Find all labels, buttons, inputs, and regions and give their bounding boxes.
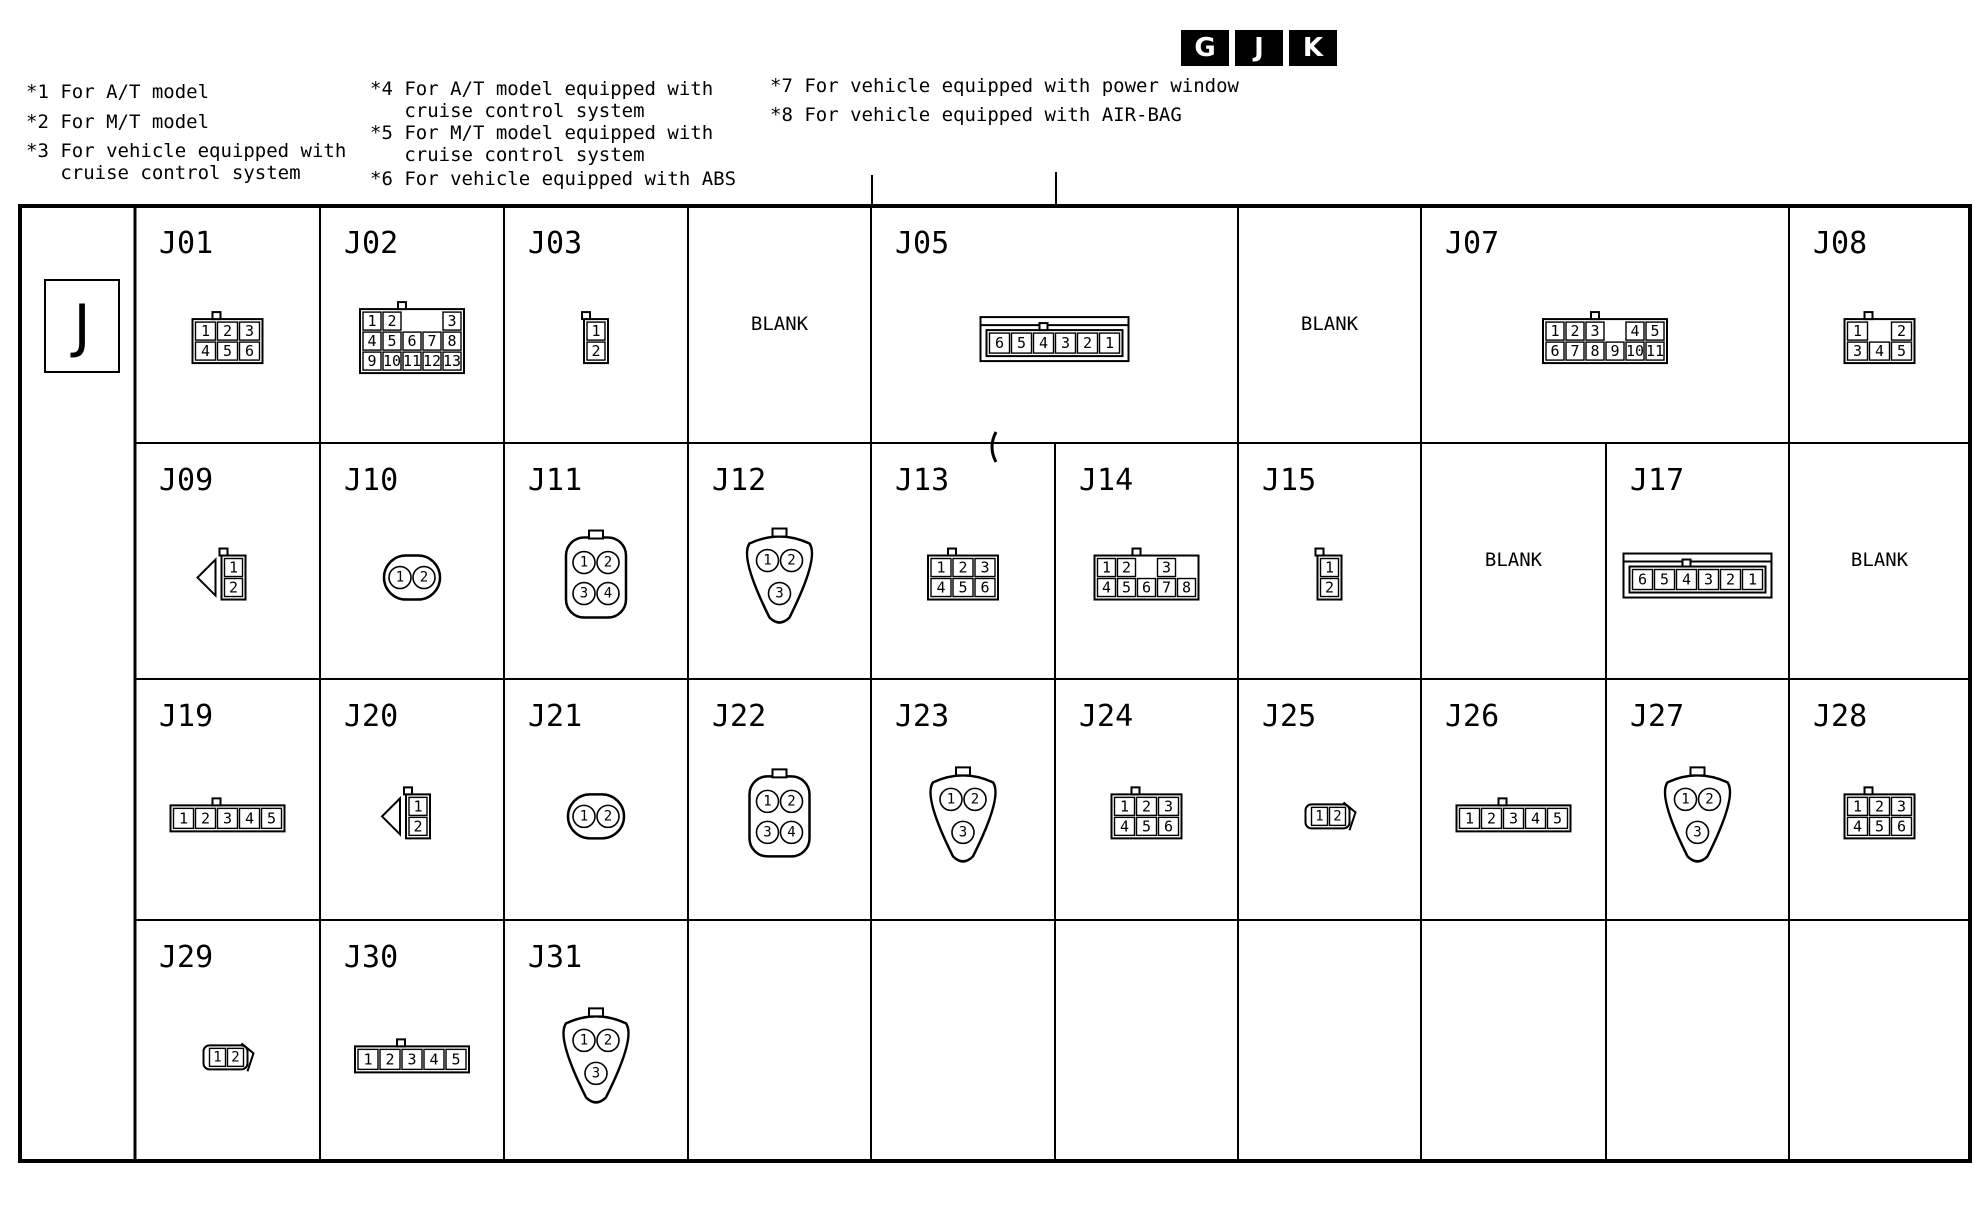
pin-number: 2 bbox=[231, 1049, 240, 1066]
pin-number: 3 bbox=[244, 322, 255, 341]
pin-number: 2 bbox=[787, 552, 796, 569]
pin-number: 2 bbox=[958, 558, 968, 577]
pin-number: 3 bbox=[1693, 824, 1702, 841]
connector-j21 bbox=[568, 794, 624, 838]
note-4: *4 For A/T model equipped with cruise control system bbox=[370, 78, 714, 122]
connector-latch bbox=[1591, 312, 1599, 319]
connector-id: J21 bbox=[528, 699, 583, 734]
pin-number: 1 bbox=[1324, 558, 1335, 577]
connector-j08 bbox=[1845, 312, 1915, 363]
note-8: *8 For vehicle equipped with AIR-BAG bbox=[770, 104, 1182, 126]
connector-id: J31 bbox=[528, 940, 583, 975]
pin-number: 2 bbox=[591, 342, 601, 361]
pin-number: 2 bbox=[385, 1050, 395, 1069]
connector-latch bbox=[582, 312, 590, 319]
pin-number: 3 bbox=[1508, 809, 1519, 828]
tab-k[interactable]: K bbox=[1289, 30, 1337, 66]
connector-id: J02 bbox=[344, 226, 399, 261]
pin-number: 4 bbox=[367, 332, 377, 351]
connector-latch bbox=[213, 312, 221, 319]
connector-latch bbox=[948, 549, 956, 556]
connector-latch bbox=[1865, 787, 1873, 794]
pin-number: 1 bbox=[1101, 558, 1112, 577]
connector-id: J01 bbox=[159, 226, 214, 261]
pin-number: 3 bbox=[1703, 570, 1714, 589]
connector-j10 bbox=[384, 556, 440, 600]
pin-number: 4 bbox=[1852, 817, 1863, 836]
connector-id: J29 bbox=[159, 940, 214, 975]
connector-latch bbox=[773, 769, 787, 777]
pin-number: 3 bbox=[763, 824, 772, 841]
pin-number: 3 bbox=[447, 312, 457, 331]
connector-j28 bbox=[1845, 787, 1915, 838]
connector-id: J05 bbox=[895, 226, 950, 261]
connector-id: J09 bbox=[159, 463, 214, 498]
pin-number: 10 bbox=[1625, 342, 1645, 361]
pin-number: 1 bbox=[1681, 791, 1690, 808]
pin-number: 3 bbox=[591, 1065, 601, 1082]
pin-number: 6 bbox=[1637, 570, 1648, 589]
pin-number: 2 bbox=[1570, 322, 1580, 341]
pin-number: 4 bbox=[429, 1050, 439, 1069]
pin-number: 1 bbox=[1852, 322, 1863, 341]
connector-id: J14 bbox=[1079, 463, 1134, 498]
pin-number: 2 bbox=[1874, 797, 1885, 816]
connector-j30 bbox=[355, 1039, 469, 1072]
pin-number: 6 bbox=[1896, 817, 1907, 836]
pin-number: 1 bbox=[579, 554, 589, 571]
connector-j12 bbox=[747, 529, 812, 623]
bracket-mark bbox=[992, 432, 996, 462]
section-letter: J bbox=[73, 292, 91, 360]
connector-latch bbox=[1133, 549, 1141, 556]
connector-j25 bbox=[1306, 802, 1356, 830]
pin-number: 5 bbox=[1874, 817, 1885, 836]
pin-number: 6 bbox=[980, 578, 990, 597]
connector-arrow bbox=[382, 798, 400, 834]
connector-id: J25 bbox=[1262, 699, 1317, 734]
connector-id: J23 bbox=[895, 699, 950, 734]
connector-latch bbox=[589, 531, 603, 539]
connector-j31 bbox=[564, 1008, 629, 1102]
section-letter-box bbox=[44, 279, 120, 373]
connector-id: J27 bbox=[1630, 699, 1685, 734]
pin-number: 3 bbox=[958, 824, 968, 841]
pin-number: 2 bbox=[228, 578, 239, 597]
pin-number: 4 bbox=[1038, 334, 1049, 353]
connector-j11 bbox=[566, 531, 626, 618]
pin-number: 1 bbox=[178, 809, 189, 828]
blank-cell-label: BLANK bbox=[1850, 549, 1909, 572]
pin-number: 1 bbox=[1747, 570, 1758, 589]
pin-number: 2 bbox=[222, 322, 233, 341]
pin-number: 1 bbox=[1464, 809, 1475, 828]
connector-j15 bbox=[1316, 549, 1342, 600]
pin-number: 5 bbox=[1141, 817, 1152, 836]
connector-latch bbox=[589, 1008, 603, 1016]
connector-housing bbox=[1665, 775, 1730, 861]
pin-number: 4 bbox=[1101, 578, 1112, 597]
pin-number: 2 bbox=[1725, 570, 1736, 589]
pin-number: 3 bbox=[222, 809, 233, 828]
connector-j24 bbox=[1112, 787, 1182, 838]
note-5: *5 For M/T model equipped with cruise control system bbox=[370, 122, 714, 166]
pin-number: 4 bbox=[603, 585, 613, 602]
pin-number: 1 bbox=[200, 322, 211, 341]
pin-number: 1 bbox=[946, 791, 956, 808]
pin-number: 1 bbox=[1119, 797, 1130, 816]
connector-id: J10 bbox=[344, 463, 399, 498]
pin-number: 1 bbox=[395, 569, 405, 586]
pin-number: 2 bbox=[1896, 322, 1907, 341]
pin-number: 1 bbox=[763, 793, 772, 810]
connector-j05 bbox=[981, 317, 1129, 361]
blank-cell-label: BLANK bbox=[1300, 312, 1359, 335]
connector-id: J19 bbox=[159, 699, 214, 734]
pin-number: 7 bbox=[427, 332, 437, 351]
connector-latch bbox=[213, 798, 221, 805]
pin-number: 4 bbox=[1530, 809, 1541, 828]
connector-id: J11 bbox=[528, 463, 583, 498]
pin-number: 1 bbox=[763, 552, 772, 569]
connector-j29 bbox=[204, 1043, 254, 1071]
pin-number: 5 bbox=[1016, 334, 1027, 353]
pin-number: 3 bbox=[407, 1050, 417, 1069]
blank-cell-label: BLANK bbox=[1484, 549, 1543, 572]
connector-id: J20 bbox=[344, 699, 399, 734]
pin-number: 5 bbox=[958, 578, 968, 597]
pin-number: 5 bbox=[1659, 570, 1670, 589]
pin-number: 2 bbox=[200, 809, 211, 828]
pin-number: 4 bbox=[1630, 322, 1640, 341]
pin-number: 4 bbox=[244, 809, 255, 828]
pin-number: 5 bbox=[1552, 809, 1563, 828]
pin-number: 1 bbox=[228, 558, 239, 577]
pin-number: 3 bbox=[1163, 797, 1174, 816]
connector-latch bbox=[773, 529, 787, 537]
pin-number: 2 bbox=[1141, 797, 1152, 816]
pin-number: 9 bbox=[1610, 342, 1620, 361]
connector-id: J15 bbox=[1262, 463, 1317, 498]
connector-latch bbox=[220, 549, 228, 556]
connector-latch bbox=[1499, 798, 1507, 805]
connector-id: J08 bbox=[1813, 226, 1868, 261]
connector-latch bbox=[1691, 767, 1705, 775]
pin-number: 9 bbox=[367, 352, 377, 371]
pin-number: 2 bbox=[1486, 809, 1497, 828]
connector-id: J22 bbox=[712, 699, 767, 734]
connector-housing bbox=[747, 537, 812, 623]
pin-number: 1 bbox=[1550, 322, 1560, 341]
pin-number: 5 bbox=[451, 1050, 461, 1069]
connector-id: J28 bbox=[1813, 699, 1868, 734]
connector-latch bbox=[1040, 323, 1048, 330]
connector-arrow bbox=[198, 560, 216, 596]
pin-number: 3 bbox=[775, 585, 784, 602]
pin-number: 1 bbox=[1315, 808, 1324, 825]
pin-number: 2 bbox=[387, 312, 397, 331]
pin-number: 8 bbox=[1590, 342, 1600, 361]
pin-number: 5 bbox=[1896, 342, 1907, 361]
connector-j01 bbox=[193, 312, 263, 363]
connector-j19 bbox=[171, 798, 285, 831]
connector-latch bbox=[1683, 560, 1691, 567]
pin-number: 5 bbox=[1650, 322, 1660, 341]
pin-number: 2 bbox=[603, 808, 613, 825]
pin-number: 1 bbox=[1104, 334, 1115, 353]
pin-number: 11 bbox=[1645, 342, 1665, 361]
connector-j17 bbox=[1624, 554, 1772, 598]
note-7: *7 For vehicle equipped with power window bbox=[770, 75, 1239, 97]
tab-g[interactable]: G bbox=[1181, 30, 1229, 66]
connector-housing bbox=[931, 775, 996, 861]
connector-latch bbox=[1865, 312, 1873, 319]
pin-number: 11 bbox=[402, 352, 422, 371]
connector-housing bbox=[750, 776, 810, 856]
pin-number: 12 bbox=[422, 352, 442, 371]
connector-j09 bbox=[198, 549, 246, 600]
pin-number: 3 bbox=[1852, 342, 1863, 361]
pin-number: 5 bbox=[387, 332, 397, 351]
connector-j03 bbox=[582, 312, 608, 363]
connector-latch bbox=[956, 767, 970, 775]
pin-number: 2 bbox=[970, 791, 980, 808]
connector-latch bbox=[397, 1039, 405, 1046]
pin-number: 2 bbox=[603, 1032, 613, 1049]
pin-number: 2 bbox=[1082, 334, 1093, 353]
connector-housing bbox=[564, 1016, 629, 1102]
tab-j[interactable]: J bbox=[1235, 30, 1283, 66]
blank-cell-label: BLANK bbox=[750, 312, 809, 335]
pin-number: 1 bbox=[413, 797, 423, 816]
pin-number: 2 bbox=[787, 793, 796, 810]
connector-j27 bbox=[1665, 767, 1730, 861]
connector-latch bbox=[398, 302, 406, 309]
pin-number: 6 bbox=[244, 342, 255, 361]
connector-latch bbox=[1316, 549, 1324, 556]
pin-number: 6 bbox=[1141, 578, 1152, 597]
pin-number: 6 bbox=[1550, 342, 1560, 361]
pin-number: 2 bbox=[1333, 808, 1342, 825]
pin-number: 1 bbox=[367, 312, 377, 331]
pin-number: 8 bbox=[1181, 578, 1192, 597]
pin-number: 6 bbox=[994, 334, 1005, 353]
pin-number: 6 bbox=[407, 332, 417, 351]
pin-number: 1 bbox=[936, 558, 946, 577]
note-6: *6 For vehicle equipped with ABS bbox=[370, 168, 737, 190]
pin-number: 10 bbox=[382, 352, 402, 371]
pin-number: 5 bbox=[222, 342, 233, 361]
pin-number: 2 bbox=[603, 554, 613, 571]
pin-number: 3 bbox=[1590, 322, 1600, 341]
pin-number: 1 bbox=[1852, 797, 1863, 816]
pin-number: 2 bbox=[1705, 791, 1714, 808]
connector-id: J24 bbox=[1079, 699, 1134, 734]
connector-id: J13 bbox=[895, 463, 950, 498]
connector-j22 bbox=[750, 769, 810, 856]
connector-j14 bbox=[1095, 549, 1199, 600]
pin-number: 1 bbox=[591, 322, 601, 341]
pin-number: 4 bbox=[1681, 570, 1692, 589]
connector-j26 bbox=[1457, 798, 1571, 831]
pin-number: 1 bbox=[579, 1032, 589, 1049]
pin-number: 8 bbox=[447, 332, 457, 351]
pin-number: 1 bbox=[213, 1049, 222, 1066]
pin-number: 1 bbox=[363, 1050, 373, 1069]
pin-number: 1 bbox=[579, 808, 589, 825]
pin-number: 4 bbox=[1119, 817, 1130, 836]
pin-number: 3 bbox=[579, 585, 589, 602]
connector-id: J26 bbox=[1445, 699, 1500, 734]
pin-number: 7 bbox=[1161, 578, 1172, 597]
pin-number: 4 bbox=[787, 824, 796, 841]
connector-j23 bbox=[931, 767, 996, 861]
pin-number: 3 bbox=[1060, 334, 1071, 353]
pin-number: 2 bbox=[413, 817, 423, 836]
note-3: *3 For vehicle equipped with cruise control system bbox=[26, 140, 347, 184]
pin-number: 4 bbox=[936, 578, 946, 597]
note-1: *1 For A/T model bbox=[26, 81, 210, 103]
pin-number: 13 bbox=[442, 352, 462, 371]
connector-id: J07 bbox=[1445, 226, 1500, 261]
pin-number: 4 bbox=[1874, 342, 1885, 361]
connector-j13 bbox=[928, 549, 998, 600]
pin-number: 2 bbox=[1121, 558, 1132, 577]
connector-latch bbox=[1132, 787, 1140, 794]
pin-number: 2 bbox=[419, 569, 429, 586]
pin-number: 2 bbox=[1324, 578, 1335, 597]
connector-j20 bbox=[382, 787, 430, 838]
connector-id: J12 bbox=[712, 463, 767, 498]
note-2: *2 For M/T model bbox=[26, 111, 210, 133]
connector-id: J03 bbox=[528, 226, 583, 261]
pin-number: 5 bbox=[266, 809, 277, 828]
connector-j02 bbox=[360, 302, 464, 373]
connector-id: J30 bbox=[344, 940, 399, 975]
connector-latch bbox=[404, 787, 412, 794]
connector-housing bbox=[566, 538, 626, 618]
pin-number: 3 bbox=[980, 558, 990, 577]
pin-number: 5 bbox=[1121, 578, 1132, 597]
pin-number: 4 bbox=[200, 342, 211, 361]
pin-number: 6 bbox=[1163, 817, 1174, 836]
pin-number: 7 bbox=[1570, 342, 1580, 361]
connector-id: J17 bbox=[1630, 463, 1685, 498]
pin-number: 3 bbox=[1161, 558, 1172, 577]
pin-number: 3 bbox=[1896, 797, 1907, 816]
connector-j07 bbox=[1543, 312, 1667, 363]
